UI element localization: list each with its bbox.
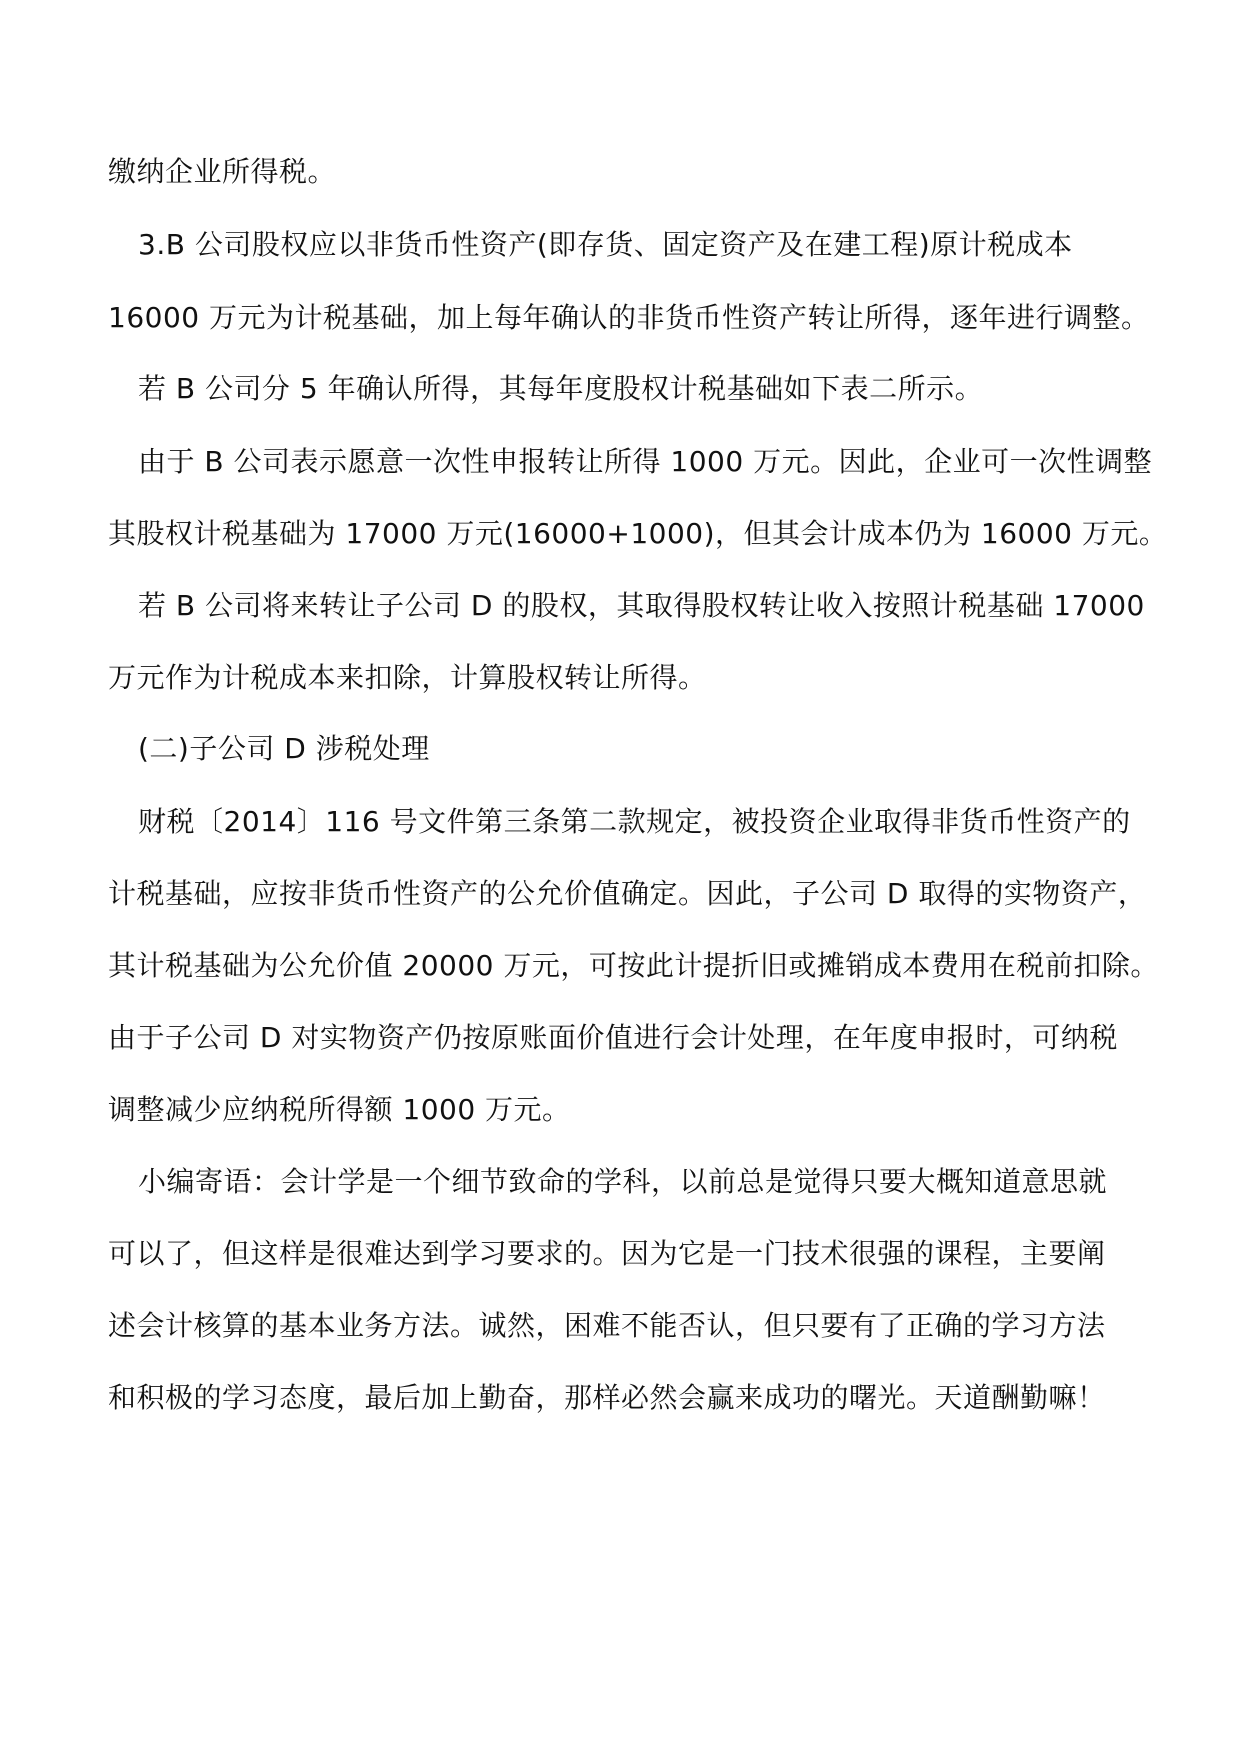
- text-line: 万元作为计税成本来扣除，计算股权转让所得。: [108, 661, 707, 694]
- section-heading: (二)子公司 D 涉税处理: [138, 732, 430, 765]
- text-line: 由于子公司 D 对实物资产仍按原账面价值进行会计处理，在年度申报时，可纳税: [108, 1021, 1118, 1054]
- text-line: 3.B 公司股权应以非货币性资产(即存货、固定资产及在建工程)原计税成本: [138, 228, 1073, 261]
- text-line: 16000 万元为计税基础，加上每年确认的非货币性资产转让所得，逐年进行调整。: [108, 301, 1150, 334]
- text-line: 和积极的学习态度，最后加上勤奋，那样必然会赢来成功的曙光。天道酬勤嘛！: [108, 1381, 1106, 1414]
- text-line: 调整减少应纳税所得额 1000 万元。: [108, 1093, 571, 1126]
- text-line: 若 B 公司将来转让子公司 D 的股权，其取得股权转让收入按照计税基础 17000: [138, 589, 1145, 622]
- text-line: 小编寄语：会计学是一个细节致命的学科，以前总是觉得只要大概知道意思就: [138, 1165, 1108, 1198]
- text-line: 述会计核算的基本业务方法。诚然，困难不能否认，但只要有了正确的学习方法: [108, 1309, 1106, 1342]
- text-line: 其计税基础为公允价值 20000 万元，可按此计提折旧或摊销成本费用在税前扣除。: [108, 949, 1159, 982]
- text-line: 可以了，但这样是很难达到学习要求的。因为它是一门技术很强的课程，主要阐: [108, 1237, 1106, 1270]
- text-line: 其股权计税基础为 17000 万元(16000+1000)，但其会计成本仍为 16000 万元。: [108, 517, 1168, 550]
- text-line: 若 B 公司分 5 年确认所得，其每年度股权计税基础如下表二所示。: [138, 372, 984, 405]
- text-line: 财税〔2014〕116 号文件第三条第二款规定，被投资企业取得非货币性资产的: [138, 805, 1131, 838]
- text-line: 由于 B 公司表示愿意一次性申报转让所得 1000 万元。因此，企业可一次性调整: [138, 445, 1153, 478]
- text-line: 缴纳企业所得税。: [108, 155, 337, 188]
- text-line: 计税基础，应按非货币性资产的公允价值确定。因此，子公司 D 取得的实物资产，: [108, 877, 1147, 910]
